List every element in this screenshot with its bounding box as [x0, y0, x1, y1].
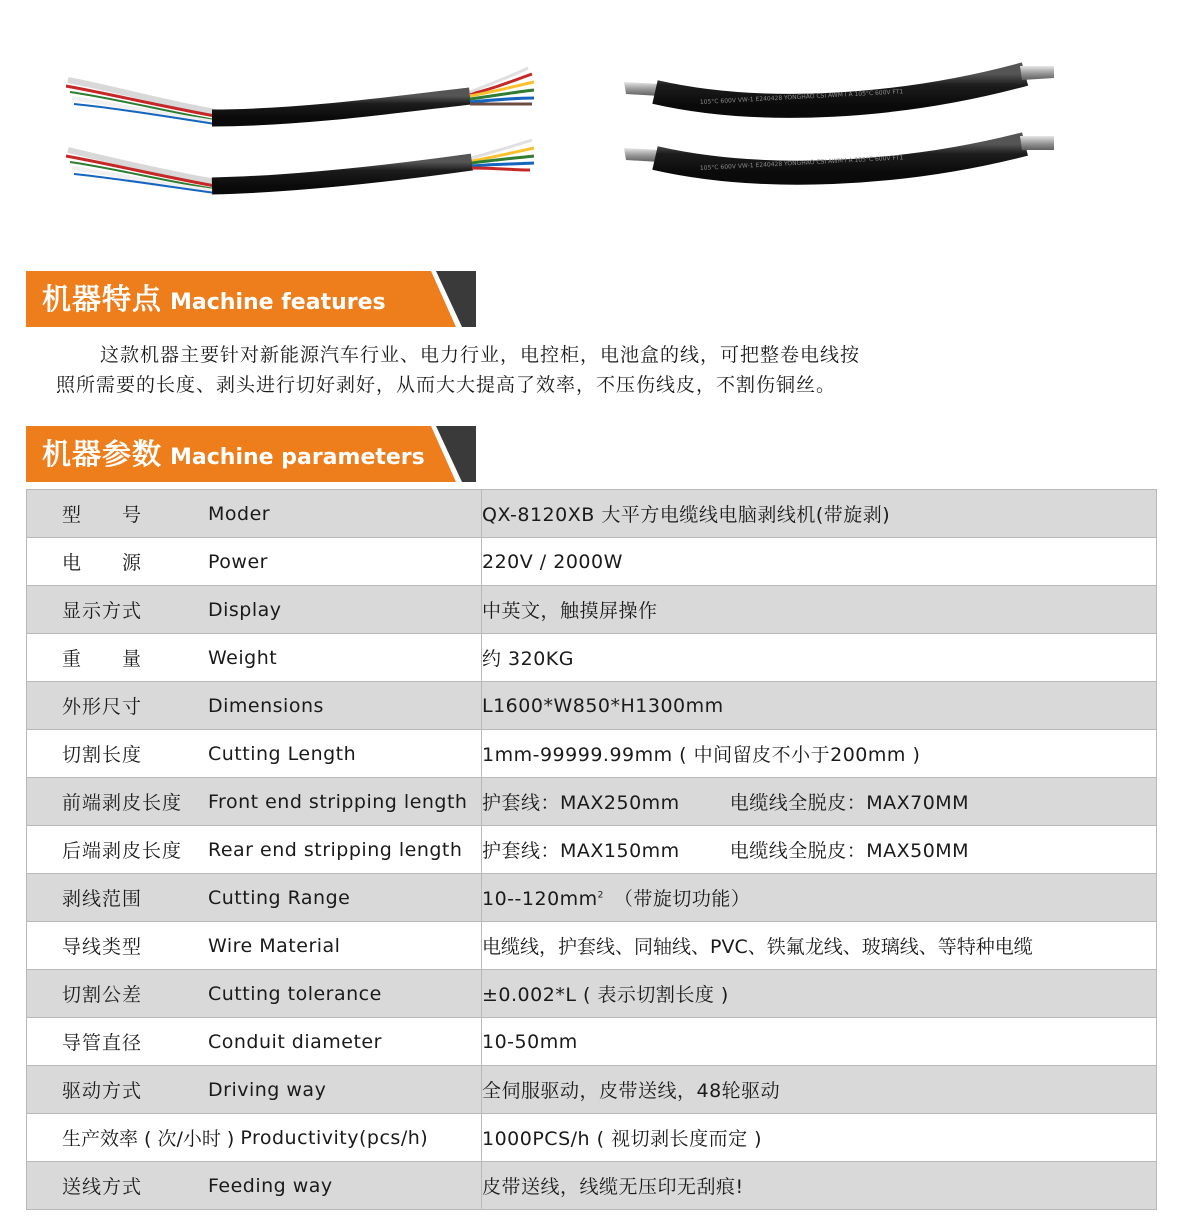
- param-value: [482, 874, 1157, 922]
- table-row: [27, 1018, 1157, 1066]
- param-value-b: 电缆线全脱皮：MAX70MM: [729, 792, 970, 814]
- param-label-cn: 后端剥皮长度: [62, 840, 183, 862]
- param-label-cn: 导线类型: [62, 936, 143, 958]
- param-value: [482, 778, 1157, 826]
- table-row: [27, 586, 1157, 634]
- param-label-cn: 电 源: [62, 552, 143, 574]
- param-value: 全伺服驱动，皮带送线，48轮驱动: [482, 1066, 1157, 1114]
- param-label-en: Productivity(pcs/h): [240, 1126, 429, 1149]
- table-row: [27, 922, 1157, 970]
- param-value-a: 护套线：MAX150mm: [482, 840, 680, 862]
- param-label-cn: 前端剥皮长度: [62, 792, 183, 814]
- param-value: 皮带送线，线缆无压印无刮痕!: [482, 1162, 1157, 1210]
- cable-print-text-2: 105°C 600V VW-1 E240428 YONGHAO CSI AWM I A 105°C 600V FT1: [699, 154, 904, 172]
- param-label-cn: 送线方式: [62, 1176, 143, 1198]
- param-value: [482, 826, 1157, 874]
- param-value-b: （带旋切功能）: [613, 888, 751, 910]
- multicore-cable-1: [66, 68, 534, 124]
- param-label-cn: 剥线范围: [62, 888, 143, 910]
- features-title: [42, 271, 386, 327]
- param-label-cn: 生产效率 ( 次/小时 ): [62, 1128, 235, 1150]
- parameters-title: [42, 426, 425, 482]
- table-row: [27, 826, 1157, 874]
- param-value: 中英文，触摸屏操作: [482, 586, 1157, 634]
- param-value: ±0.002*L ( 表示切割长度 ): [482, 970, 1157, 1018]
- param-value: QX-8120XB 大平方电缆线电脑剥线机(带旋剥): [482, 490, 1157, 538]
- features-title-cn: 机器特点: [42, 282, 163, 316]
- param-value-superscript: 2: [597, 890, 604, 901]
- param-value: 10-50mm: [482, 1018, 1157, 1066]
- table-row: [27, 682, 1157, 730]
- param-label-en: Weight: [208, 646, 278, 669]
- param-label-en: Feeding way: [208, 1174, 333, 1197]
- param-label-cn: 切割长度: [62, 744, 143, 766]
- cable-print-text-1: 105°C 600V VW-1 E240428 YONGHAO CSI AWM I A 105°C 600V FT1: [699, 88, 904, 106]
- features-title-en: Machine features: [170, 290, 386, 315]
- parameters-header: [26, 426, 476, 482]
- table-row: [27, 490, 1157, 538]
- param-label-en: Cutting Length: [208, 742, 357, 765]
- param-value: 1mm-99999.99mm ( 中间留皮不小于200mm ): [482, 730, 1157, 778]
- param-label-en: Driving way: [208, 1078, 327, 1101]
- param-label-en: Front end stripping length: [208, 790, 468, 813]
- param-value-a: 护套线：MAX250mm: [482, 792, 680, 814]
- table-row: [27, 1066, 1157, 1114]
- param-label-cn: 驱动方式: [62, 1080, 143, 1102]
- param-label-cn: 切割公差: [62, 984, 143, 1006]
- power-cable-1: [624, 66, 1054, 106]
- table-row: [27, 970, 1157, 1018]
- parameters-title-en: Machine parameters: [170, 445, 425, 470]
- param-label-cn: 显示方式: [62, 600, 143, 622]
- param-label-en: Conduit diameter: [208, 1030, 382, 1053]
- param-label-en: Cutting tolerance: [208, 982, 382, 1005]
- power-cable-2: [624, 136, 1054, 173]
- table-row: [27, 634, 1157, 682]
- features-description: [56, 340, 1006, 400]
- param-value: 约 320KG: [482, 634, 1157, 682]
- param-label-cn: 外形尺寸: [62, 696, 143, 718]
- table-row: [27, 1114, 1157, 1162]
- param-value-a: 10--120mm: [482, 888, 598, 910]
- table-row: [27, 730, 1157, 778]
- param-label-en: Wire Material: [208, 934, 341, 957]
- table-row: [27, 538, 1157, 586]
- param-label-en: Dimensions: [208, 694, 324, 717]
- param-value: 电缆线，护套线、同轴线、PVC、铁氟龙线、玻璃线、等特种电缆: [482, 922, 1157, 970]
- parameters-title-cn: 机器参数: [42, 437, 163, 471]
- features-header: [26, 271, 476, 327]
- multicore-cable-2: [66, 140, 534, 193]
- features-text-line-1: 这款机器主要针对新能源汽车行业、电力行业，电控柜，电池盒的线，可把整卷电线按: [100, 344, 861, 366]
- param-value: 220V / 2000W: [482, 538, 1157, 586]
- param-value: 1000PCS/h ( 视切剥长度而定 ): [482, 1114, 1157, 1162]
- param-label-cn: 导管直径: [62, 1032, 143, 1054]
- param-label-en: Rear end stripping length: [208, 838, 463, 861]
- param-label-cn: 型 号: [62, 504, 143, 526]
- parameters-table: [26, 489, 1157, 1210]
- param-label-en: Cutting Range: [208, 886, 351, 909]
- param-label-en: Moder: [208, 502, 271, 525]
- table-row: [27, 874, 1157, 922]
- param-label-en: Power: [208, 550, 268, 573]
- param-label-cn: 重 量: [62, 648, 143, 670]
- param-value: L1600*W850*H1300mm: [482, 682, 1157, 730]
- table-row: [27, 778, 1157, 826]
- product-photos: [0, 0, 1181, 240]
- param-value-b: 电缆线全脱皮：MAX50MM: [729, 840, 970, 862]
- param-label-en: Display: [208, 598, 282, 621]
- features-text-line-2: 照所需要的长度、剥头进行切好剥好，从而大大提高了效率，不压伤线皮，不割伤铜丝。: [56, 374, 837, 396]
- table-row: [27, 1162, 1157, 1210]
